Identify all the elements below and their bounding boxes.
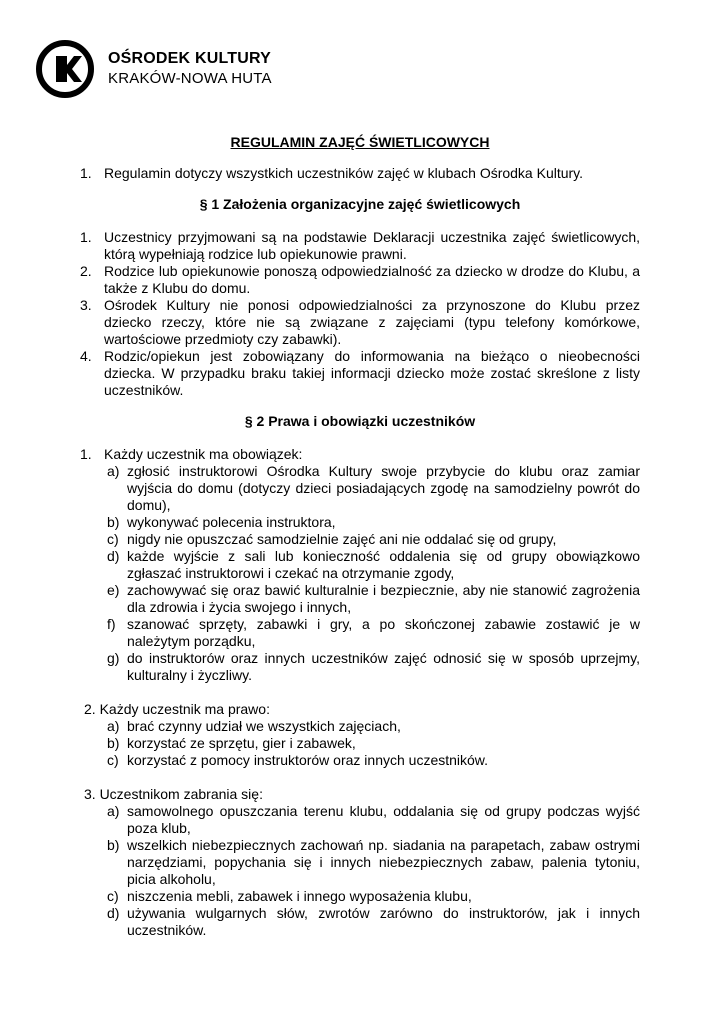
list-item: 2. Rodzice lub opiekunowie ponoszą odpowiedzialność za dziecko w drodze do Klubu, a także z Klubu do domu. — [80, 263, 640, 296]
list-item: f) szanować sprzęty, zabawki i gry, a po skończonej zabawie zostawić je w należytym porządku, — [107, 616, 640, 649]
document-body — [80, 134, 640, 939]
k-circle-logo-icon — [36, 40, 94, 98]
list-item: 4. Rodzic/opiekun jest zobowiązany do informowania na bieżąco o nieobecności dziecka. W przypadku braku takiej informacji dziecko może zostać skreślone z listy uczestników. — [80, 348, 640, 398]
list-item: 3. Ośrodek Kultury nie ponosi odpowiedzialności za przynoszone do Klubu przez dziecko rzeczy, które nie są związane z zajęciami (typu telefony komórkowe, wartościowe przedmioty czy zabawki). — [80, 297, 640, 347]
section-2-heading: § 2 Prawa i obowiązki uczestników — [244, 413, 476, 429]
intro-list — [80, 165, 640, 182]
rights-heading: 2. Każdy uczestnik ma prawo: — [84, 701, 270, 717]
list-item: b) korzystać ze sprzętu, gier i zabawek, — [107, 735, 356, 751]
section-1-heading: § 1 Założenia organizacyjne zajęć świetlicowych — [199, 196, 521, 212]
org-name: OŚRODEK KULTURY — [108, 50, 271, 67]
list-item: c) niszczenia mebli, zabawek i innego wyposażenia klubu, — [107, 888, 472, 904]
list-item: d) używania wulgarnych słów, zwrotów zarówno do instruktorów, jak i innych uczestników. — [107, 905, 640, 938]
list-item: b) wszelkich niebezpiecznych zachowań np. siadania na parapetach, zabaw ostrymi narzędziami, popychania się i innych niebezpiecznych zabaw, palenia tytoniu, picia alkoholu, — [107, 837, 640, 887]
list-item: b) wykonywać polecenia instruktora, — [107, 514, 336, 530]
list-item: a) samowolnego opuszczania terenu klubu, oddalania się od grupy podczas wyjść poza klub, — [107, 803, 640, 836]
forbidden-heading: 3. Uczestnikom zabrania się: — [84, 786, 263, 802]
list-item: g) do instruktorów oraz innych uczestników zajęć odnosić się w sposób uprzejmy, kulturalny i życzliwy. — [107, 650, 640, 683]
list-item: d) każde wyjście z sali lub konieczność oddalenia się od grupy obowiązkowo zgłaszać instruktorowi i czekać na otrzymanie zgody, — [107, 548, 640, 581]
list-item: a) zgłosić instruktorowi Ośrodka Kultury swoje przybycie do klubu oraz zamiar wyjścia do domu (dotyczy dzieci posiadających zgodę na samodzielny powrót do domu), — [107, 463, 640, 513]
duties-sublist — [80, 463, 640, 684]
list-item: 1. Każdy uczestnik ma obowiązek: — [80, 446, 303, 462]
list-item: e) zachowywać się oraz bawić kulturalnie i bezpiecznie, aby nie stanowić zagrożenia dla zdrowia i życia swojego i innych, — [107, 582, 640, 615]
forbidden-sublist — [80, 803, 640, 939]
list-item: c) nigdy nie opuszczać samodzielnie zajęć ani nie oddalać się od grupy, — [107, 531, 557, 547]
rights-sublist — [80, 718, 640, 769]
duties-list — [80, 446, 640, 463]
list-item: 1. Regulamin dotyczy wszystkich uczestników zajęć w klubach Ośrodka Kultury. — [80, 165, 584, 181]
list-item: c) korzystać z pomocy instruktorów oraz innych uczestników. — [107, 752, 489, 768]
org-subtitle: KRAKÓW-NOWA HUTA — [108, 70, 272, 87]
org-logo — [36, 40, 272, 98]
document-title: REGULAMIN ZAJĘĆ ŚWIETLICOWYCH — [230, 134, 490, 150]
section-1-list — [80, 229, 640, 399]
list-item: a) brać czynny udział we wszystkich zajęciach, — [107, 718, 401, 734]
list-item: 1. Uczestnicy przyjmowani są na podstawie Deklaracji uczestnika zajęć świetlicowych, którą wypełniają rodzice lub opiekunowie prawni. — [80, 229, 640, 262]
